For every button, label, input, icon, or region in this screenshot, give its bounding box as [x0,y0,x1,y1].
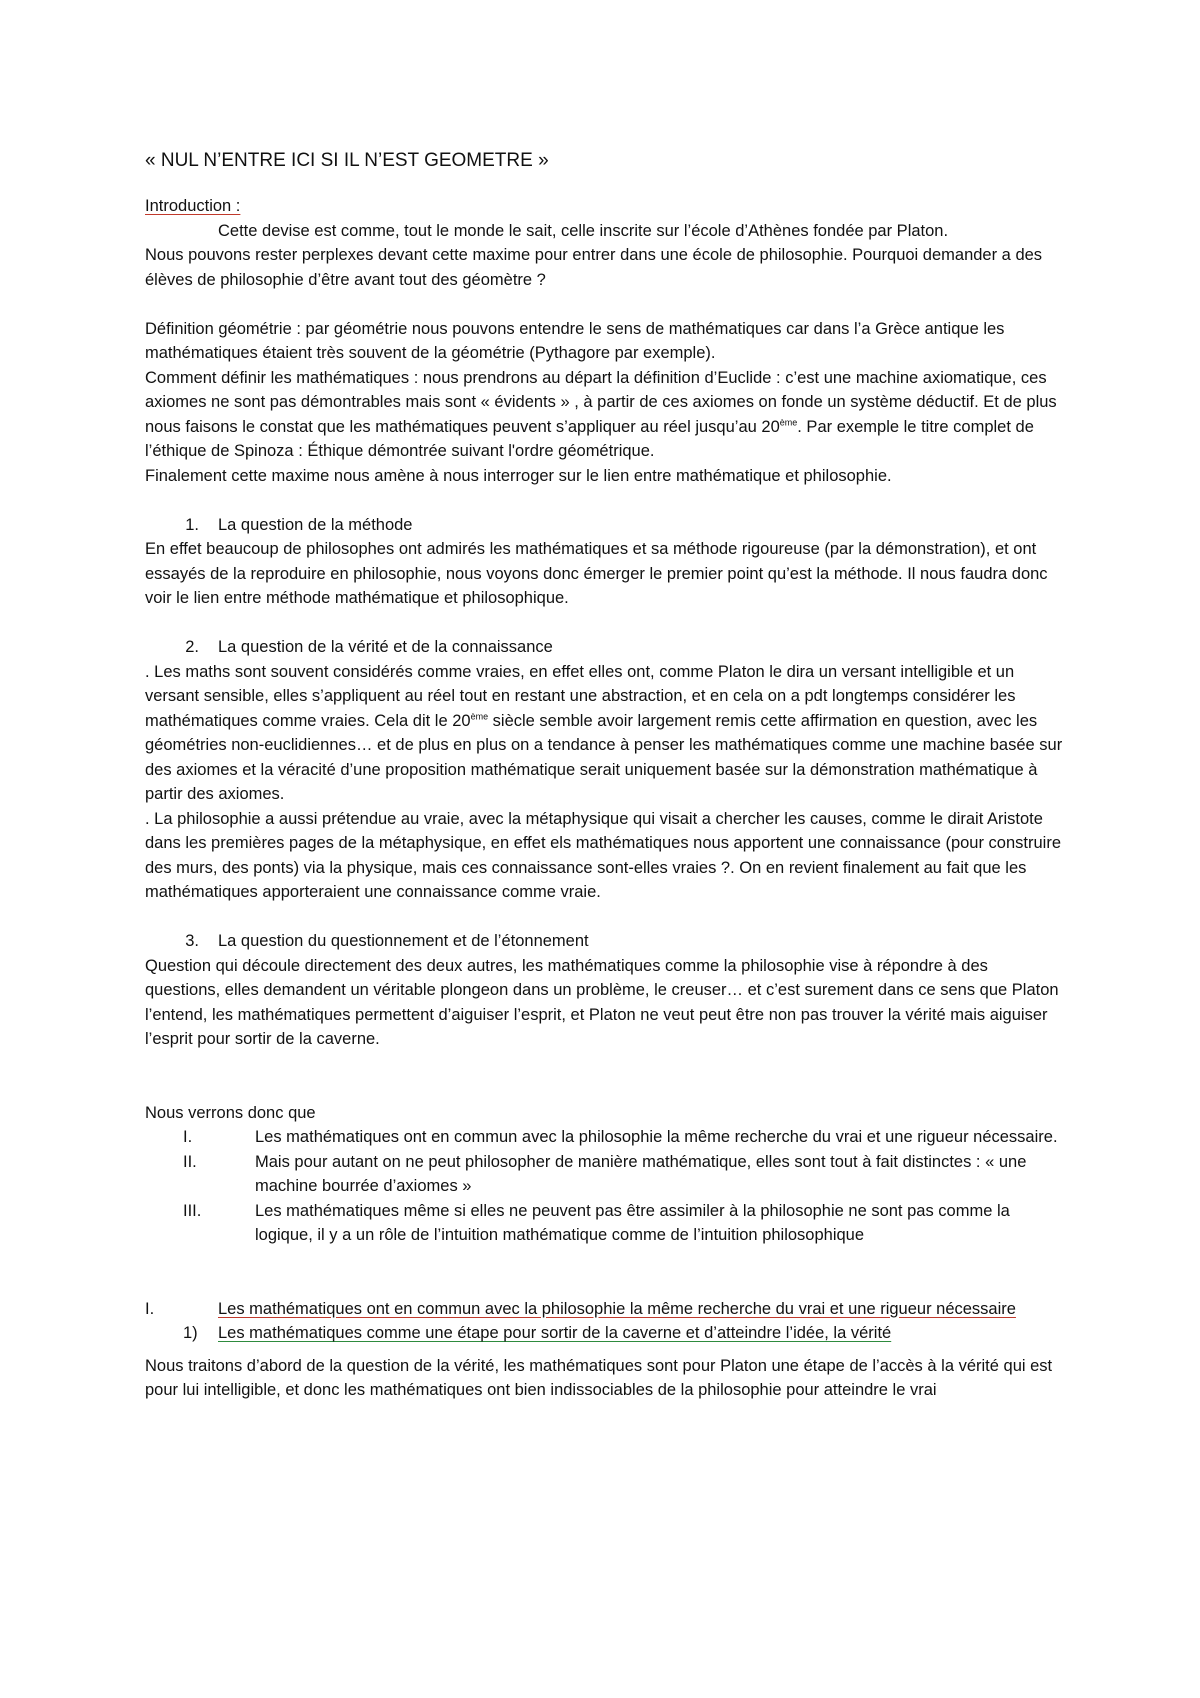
definition-mathematiques-text-a: Comment définir les mathématiques : nous prendrons au départ la définition d’Euclide : c’est une machine axiomatique, ces axiomes ne sont pas démontrables mais sont « évidents » , à partir de ces axiomes on fonde un système déductif. Et de plus nous faisons le constat que les mathématiques peuvent s’appliquer au réel jusqu’au 20 [145,368,1057,436]
plan-item-number: III. [183,1201,202,1220]
question-2-number: 2. [185,638,199,656]
intro-conclusion: Finalement cette maxime nous amène à nous interroger sur le lien entre mathématique et philosophie. [145,466,892,485]
plan-item [145,1199,1065,1248]
definition-geometrie: Définition géométrie : par géométrie nous pouvons entendre le sens de mathématiques car dans l’a Grèce antique les mathématiques étaient très souvent de la géométrie (Pythagore par exemple). [145,319,1005,362]
question-1-number: 1. [185,515,199,534]
document-body [145,148,1065,1403]
question-2-paragraph-2: . La philosophie a aussi prétendue au vraie, avec la métaphysique qui visait a chercher les causes, comme le dirait Aristote dans les premières pages de la métaphysique, en effet els mathématiques nous apportent une connaissance (pour construire des murs, des ponts) via la physique, mais ces connaissance sont-elles vraies ?. On en revient finalement au fait que les mathématiques apporteraient une connaissance comme vraie. [145,809,1061,901]
intro-heading: Introduction : [145,197,241,215]
part-1-sub-number: 1) [183,1324,198,1342]
question-3-number: 3. [185,932,199,950]
intro-paragraph: Nous pouvons rester perplexes devant cette maxime pour entrer dans une école de philosophie. Pourquoi demander a des élèves de philosophie d’être avant tout des géomètre ? [145,246,1043,289]
question-2-paragraph-1 [145,660,1065,807]
question-2-text-a: . Les maths sont souvent considérés comme vraies, en effet elles ont, comme Platon le dira un versant intelligible et un versant sensible, elles s’appliquent au réel tout en restant une abstraction, et en cela on a pdt longtemps considérer les mathématiques comme vraies. Cela dit le 20 [145,662,1016,730]
superscript-eme: ème [779,417,798,427]
part-1-sub-title: Les mathématiques comme une étape pour sortir de la caverne et d’atteindre l’idée, la vérité [218,1324,892,1342]
document-title: « NUL N’ENTRE ICI SI IL N’EST GEOMETRE » [145,150,549,171]
question-1-title: La question de la méthode [218,515,413,534]
question-3-text: Question qui découle directement des deux autres, les mathématiques comme la philosophie vise à répondre à des questions, elles demandent un véritable plongeon dans un problème, le creuser… et c’est surement dans ce sens que Platon l’entend, les mathématiques permettent d’aiguiser l’esprit, et Platon ne veut peut être non pas trouver la vérité mais aiguiser l’esprit pour sortir de la caverne. [145,956,1059,1048]
part-1-text: Nous traitons d’abord de la question de la vérité, les mathématiques sont pour Platon une étape de l’accès à la vérité qui est pour lui intelligible, et donc les mathématiques ont bien indissociables de la philosophie pour atteindre le vrai [145,1356,1053,1399]
plan-item-number: I. [183,1128,193,1146]
part-1-title: Les mathématiques ont en commun avec la philosophie la même recherche du vrai et une rigueur nécessaire [218,1299,1016,1318]
question-1-heading [145,513,1065,538]
question-2-title: La question de la vérité et de la connaissance [218,638,553,656]
plan-item-text: Mais pour autant on ne peut philosopher de manière mathématique, elles sont tout à fait distinctes : « une machine bourrée d’axiomes » [255,1152,1027,1195]
superscript-eme: ème [470,711,489,721]
question-2-heading [145,635,1065,660]
plan-intro: Nous verrons donc que [145,1103,316,1122]
plan-item-number: II. [183,1152,197,1171]
plan-item [145,1125,1065,1150]
question-2-text-b: siècle semble avoir largement remis cette affirmation en question, avec les géométries non-euclidiennes… et de plus en plus on a tendance à penser les mathématiques comme une machine basée sur des axiomes et la véracité d’une proposition mathématique serait uniquement basée sur la démonstration mathématique à partir des axiomes. [145,711,1063,803]
question-1-text: En effet beaucoup de philosophes ont admirés les mathématiques et sa méthode rigoureuse (par la démonstration), et ont essayés de la reproduire en philosophie, nous voyons donc émerger le premier point qu’est la méthode. Il nous faudra donc voir le lien entre méthode mathématique et philosophique. [145,540,1048,607]
definition-mathematiques [145,366,1065,464]
part-1-heading [145,1297,1065,1322]
plan-item-text: Les mathématiques ont en commun avec la philosophie la même recherche du vrai et une rigueur nécessaire. [255,1128,1058,1146]
part-1-subheading [145,1321,1065,1346]
plan-item-text: Les mathématiques même si elles ne peuvent pas être assimiler à la philosophie ne sont pas comme la logique, il y a un rôle de l’intuition mathématique comme de l’intuition philosophique [255,1201,1010,1244]
definition-mathematiques-text-b: . Par exemple le titre complet de l’éthique de Spinoza : Éthique démontrée suivant l'ordre géométrique. [145,417,1034,460]
plan-item [145,1150,1065,1199]
part-1-number: I. [145,1299,155,1318]
intro-first-line: Cette devise est comme, tout le monde le sait, celle inscrite sur l’école d’Athènes fondée par Platon. [218,221,949,240]
question-3-heading [145,929,1065,954]
question-3-title: La question du questionnement et de l’étonnement [218,932,589,950]
